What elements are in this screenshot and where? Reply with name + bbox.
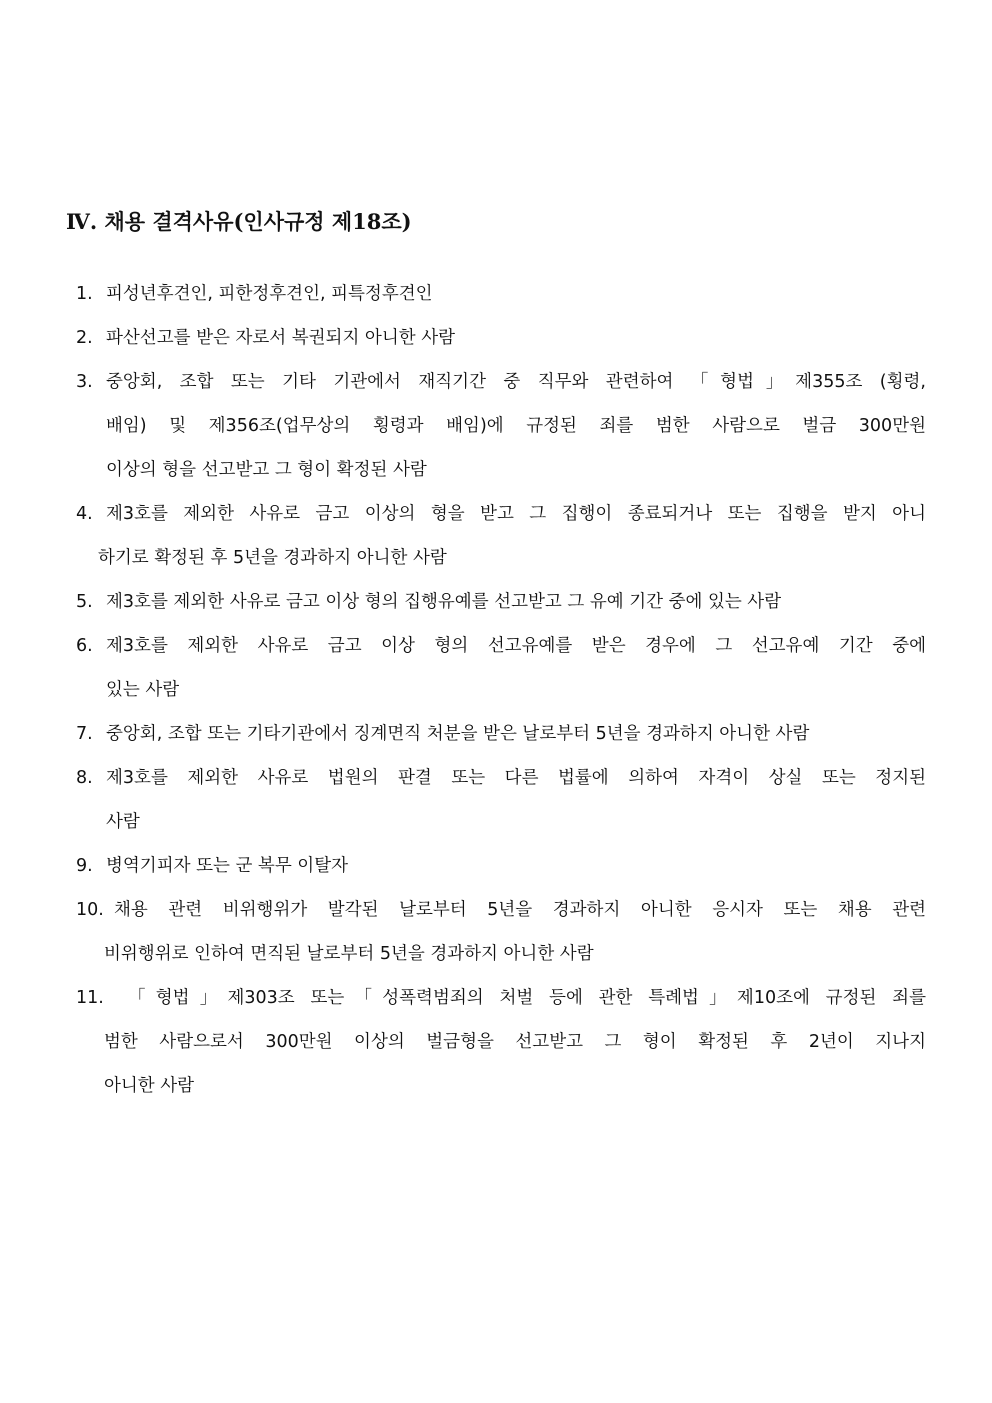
list-item [76,976,926,1108]
list-item-text-line: 제3호를 제외한 사유로 법원의 판결 또는 다른 법률에 의하여 자격이 상실 또는 정지된 [106,768,926,788]
list-item [76,580,926,624]
list-item [76,492,926,580]
list-item-number: 6. [76,636,93,656]
list-item-text-line: 사람 [106,812,140,832]
list-item-text-line: 중앙회, 조합 또는 기타 기관에서 재직기간 중 직무와 관련하여 「형법」제355조 (횡령, [106,372,926,392]
list-item [76,624,926,712]
list-item [76,360,926,492]
list-item-number: 9. [76,856,93,876]
list-item-text-line: 병역기피자 또는 군 복무 이탈자 [106,856,349,876]
list-item [76,756,926,844]
list-item [76,712,926,756]
disqualification-list [76,272,926,1108]
list-item-text-line: 채용 관련 비위행위가 발각된 날로부터 5년을 경과하지 아니한 응시자 또는 채용 관련 [114,900,926,920]
list-item-text-line: 배임) 및 제356조(업무상의 횡령과 배임)에 규정된 죄를 범한 사람으로 벌금 300만원 [106,416,926,436]
list-item-number: 4. [76,504,93,524]
list-item-number: 11. [76,988,104,1008]
list-item [76,888,926,976]
list-item-text-line: 있는 사람 [106,680,180,700]
list-item-number: 2. [76,328,93,348]
list-item-number: 7. [76,724,93,744]
section-title: Ⅳ. 채용 결격사유(인사규정 제18조) [66,209,412,234]
list-item-text-line: 제3호를 제외한 사유로 금고 이상의 형을 받고 그 집행이 종료되거나 또는 집행을 받지 아니 [106,504,926,524]
list-item-text-line: 범한 사람으로서 300만원 이상의 벌금형을 선고받고 그 형이 확정된 후 2년이 지나지 [104,1032,926,1052]
list-item-text-line: 비위행위로 인하여 면직된 날로부터 5년을 경과하지 아니한 사람 [104,944,594,964]
list-item-text-line: 중앙회, 조합 또는 기타기관에서 징계면직 처분을 받은 날로부터 5년을 경과하지 아니한 사람 [106,724,810,744]
list-item-text-line: 파산선고를 받은 자로서 복권되지 아니한 사람 [106,328,456,348]
list-item-text-line: 아니한 사람 [104,1076,195,1096]
list-item-number: 8. [76,768,93,788]
list-item-number: 10. [76,900,104,920]
list-item-number: 3. [76,372,93,392]
list-item-text-line: 이상의 형을 선고받고 그 형이 확정된 사람 [106,460,427,480]
list-item-text-line: 「형법」제303조 또는「성폭력범죄의 처벌 등에 관한 특례법」제10조에 규정된 죄를 [128,988,926,1008]
list-item [76,844,926,888]
list-item [76,316,926,360]
list-item-text-line: 제3호를 제외한 사유로 금고 이상 형의 선고유예를 받은 경우에 그 선고유예 기간 중에 [106,636,926,656]
list-item-text-line: 제3호를 제외한 사유로 금고 이상 형의 집행유예를 선고받고 그 유예 기간 중에 있는 사람 [106,592,782,612]
list-item [76,272,926,316]
list-item-text-line: 하기로 확정된 후 5년을 경과하지 아니한 사람 [98,548,447,568]
list-item-text-line: 피성년후견인, 피한정후견인, 피특정후견인 [106,284,433,304]
list-item-number: 5. [76,592,93,612]
list-item-number: 1. [76,284,93,304]
